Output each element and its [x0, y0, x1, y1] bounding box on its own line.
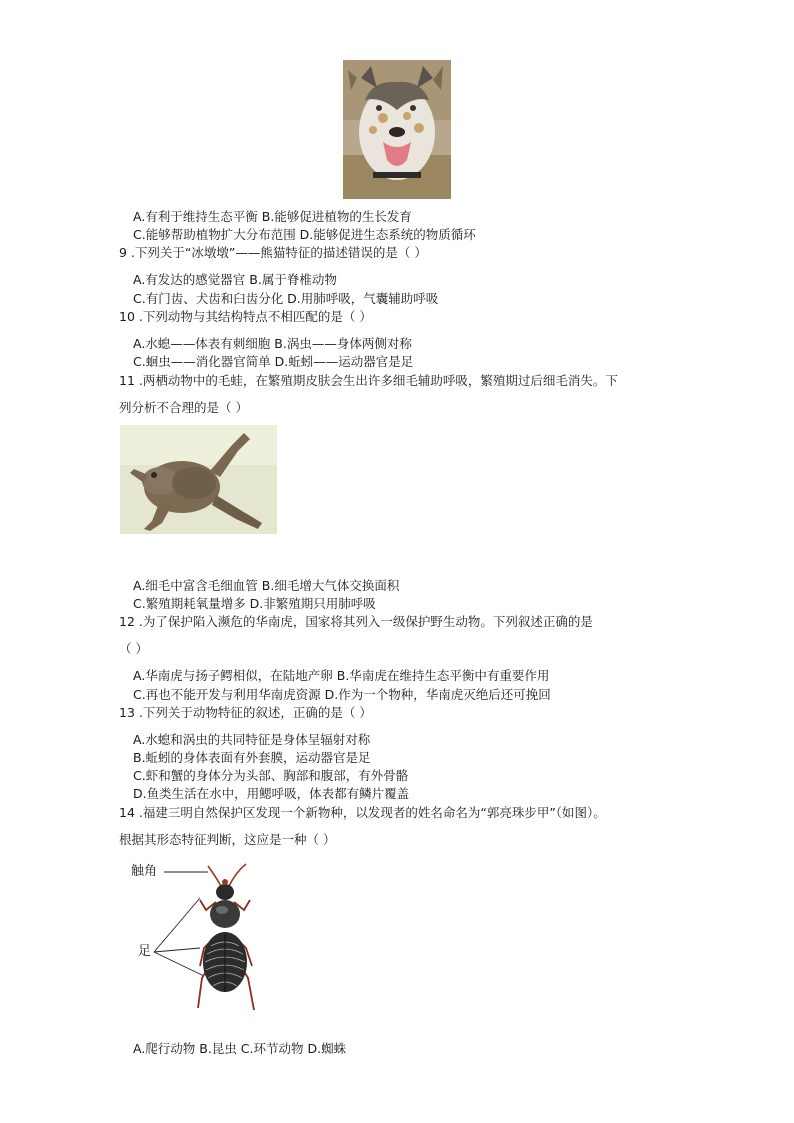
q9-stem: 9 .下列关于“冰墩墩”——熊猫特征的描述错误的是（ ）	[119, 245, 427, 260]
q11-options-ab: A.细毛中富含毛细血管 B.细毛增大气体交换面积	[133, 578, 400, 593]
q13-option-d: D.鱼类生活在水中，用鳃呼吸，体表都有鳞片覆盖	[133, 786, 410, 801]
q11-stem-line2: 列分析不合理的是（ ）	[119, 400, 248, 415]
q12-stem-line1: 12 .为了保护陷入濒危的华南虎，国家将其列入一级保护野生动物。下列叙述正确的是	[119, 614, 593, 629]
q13-option-b: B.蚯蚓的身体表面有外套膜，运动器官是足	[133, 750, 371, 765]
ground-beetle-diagram	[120, 858, 270, 1030]
q12-options-ab: A.华南虎与扬子鳄相似，在陆地产卵 B.华南虎在维持生态平衡中有重要作用	[133, 668, 550, 683]
leg-label: 足	[138, 944, 152, 959]
q11-options-cd: C.繁殖期耗氧量增多 D.非繁殖期只用肺呼吸	[133, 596, 376, 611]
q10-options-ab: A.水螅——体表有刺细胞 B.涡虫——身体两侧对称	[133, 336, 412, 351]
q11-stem-line1: 11 .两栖动物中的毛蛙，在繁殖期皮肤会生出许多细毛辅助呼吸，繁殖期过后细毛消失。下	[119, 373, 618, 388]
q10-options-cd: C.蛔虫——消化器官简单 D.蚯蚓——运动器官是足	[133, 354, 414, 369]
q12-stem-line2: （ ）	[119, 641, 148, 656]
q9-options-cd: C.有门齿、犬齿和臼齿分化 D.用肺呼吸，气囊辅助呼吸	[133, 291, 439, 306]
q14-stem-line2: 根据其形态特征判断，这应是一种（ ）	[119, 832, 336, 847]
q8-options-cd: C.能够帮助植物扩大分布范围 D.能够促进生态系统的物质循环	[133, 227, 476, 242]
q9-options-ab: A.有发达的感觉器官 B.属于脊椎动物	[133, 272, 337, 287]
q8-options-ab: A.有利于维持生态平衡 B.能够促进植物的生长发育	[133, 209, 412, 224]
q14-options: A.爬行动物 B.昆虫 C.环节动物 D.蜘蛛	[133, 1041, 347, 1056]
hairy-frog-photo	[120, 425, 277, 534]
q13-stem: 13 .下列关于动物特征的叙述，正确的是（ ）	[119, 705, 372, 720]
q14-stem-line1: 14 .福建三明自然保护区发现一个新物种，以发现者的姓名命名为“郭亮珠步甲”（如图）。	[119, 805, 606, 820]
beetle-illustration	[120, 858, 270, 1030]
q13-option-a: A.水螅和涡虫的共同特征是身体呈辐射对称	[133, 732, 371, 747]
q13-option-c: C.虾和蟹的身体分为头部、胸部和腹部，有外骨骼	[133, 768, 409, 783]
q12-options-cd: C.再也不能开发与利用华南虎资源 D.作为一个物种，华南虎灭绝后还可挽回	[133, 687, 551, 702]
dog-photo	[343, 60, 451, 199]
q10-stem: 10 .下列动物与其结构特点不相匹配的是（ ）	[119, 309, 372, 324]
antenna-label: 触角	[131, 864, 158, 879]
